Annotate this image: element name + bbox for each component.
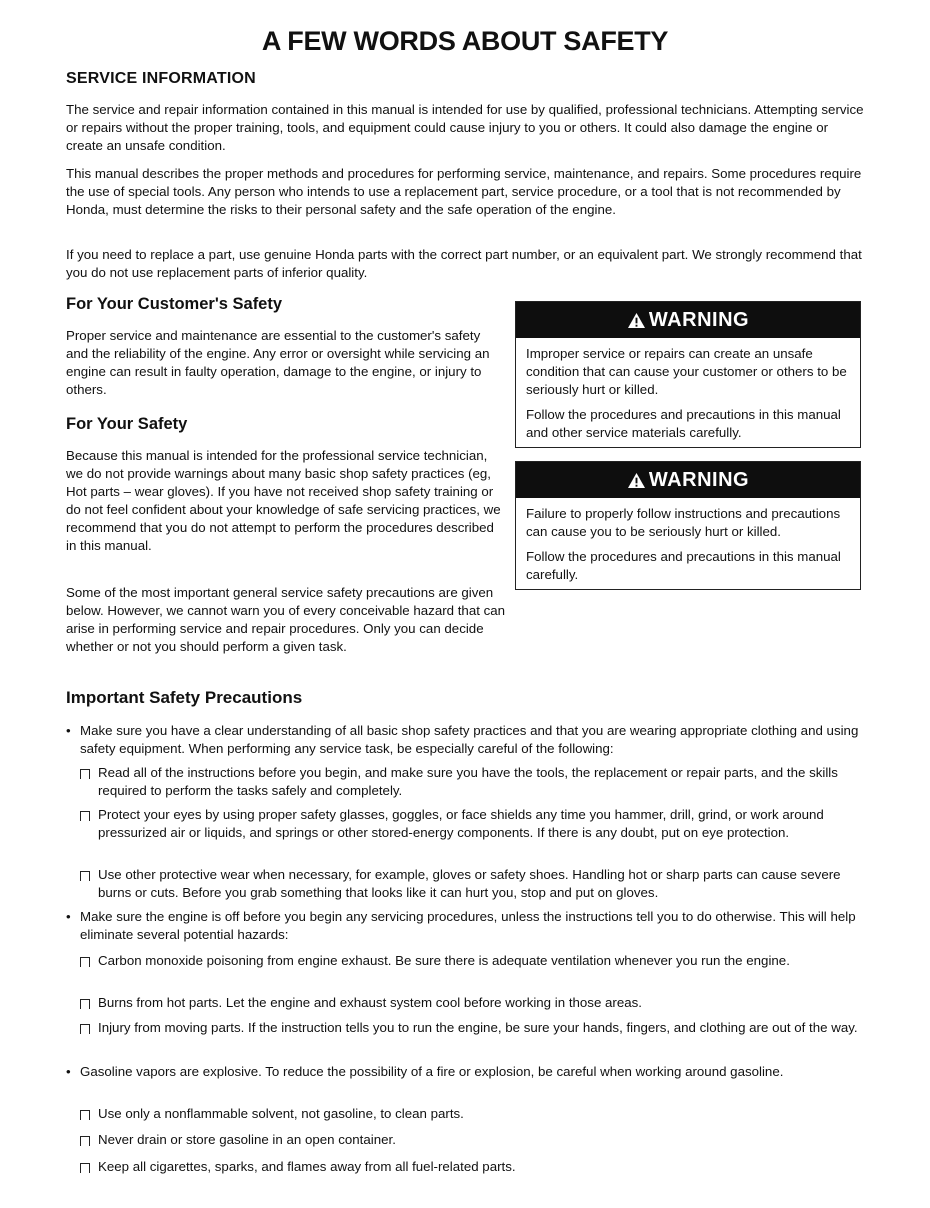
precaution-bullet-1-text: Make sure you have a clear understanding of all basic shop safety practices and that you are wearing appropriate clothing and using safety equipment. When performing any service task, be especially careful of the following: <box>80 723 859 756</box>
precaution-bullet-1 <box>66 722 866 758</box>
precaution-item <box>80 866 866 902</box>
precaution-bullet-3 <box>66 1063 866 1081</box>
precaution-bullet-2-text: Make sure the engine is off before you begin any servicing procedures, unless the instructions tell you to do otherwise. This will help eliminate several potential hazards: <box>80 909 856 942</box>
precaution-item-text: Protect your eyes by using proper safety glasses, goggles, or face shields any time you hammer, drill, grind, or work around pressurized air or liquids, and springs or other stored-energy components. If there is any doubt, put on eye protection. <box>98 807 824 840</box>
page-title: A FEW WORDS ABOUT SAFETY <box>261 26 669 56</box>
precaution-bullet-2 <box>66 908 866 944</box>
checkbox-square-icon <box>80 1024 90 1034</box>
precaution-item <box>80 994 866 1012</box>
warning-2-text-2: Follow the procedures and precautions in this manual carefully. <box>526 549 841 582</box>
your-safety-heading: For Your Safety <box>66 415 188 433</box>
warning-label-1: WARNING <box>648 308 750 331</box>
checkbox-square-icon <box>80 811 90 821</box>
precaution-item <box>80 1158 866 1176</box>
bullet-icon: • <box>66 1064 71 1079</box>
precaution-item-text: Keep all cigarettes, sparks, and flames away from all fuel-related parts. <box>98 1159 516 1174</box>
precaution-item <box>80 1105 866 1123</box>
warning-triangle-icon <box>627 312 646 329</box>
your-safety-paragraph-2: Some of the most important general service safety precautions are given below. However, we cannot warn you of every conceivable hazard that can arise in performing service and repair procedures. Only you can decide whether or not you should perform a given task. <box>66 585 506 654</box>
checkbox-square-icon <box>80 957 90 967</box>
warning-box-2 <box>515 461 861 590</box>
precaution-item-text: Never drain or store gasoline in an open container. <box>98 1132 396 1147</box>
checkbox-square-icon <box>80 1136 90 1146</box>
checkbox-square-icon <box>80 999 90 1009</box>
precaution-bullet-3-text: Gasoline vapors are explosive. To reduce the possibility of a fire or explosion, be careful when working around gasoline. <box>80 1064 784 1079</box>
warning-1-text-1: Improper service or repairs can create an unsafe condition that can cause your customer or others to be seriously hurt or killed. <box>526 346 847 397</box>
service-info-heading: SERVICE INFORMATION <box>66 70 256 87</box>
checkbox-square-icon <box>80 1110 90 1120</box>
precaution-item-text: Use other protective wear when necessary, for example, gloves or safety shoes. Handling hot or sharp parts can cause severe burns or cuts. Before you grab something that looks like it can hurt you, stop and put on gloves. <box>98 867 841 900</box>
customer-safety-heading: For Your Customer's Safety <box>66 295 283 313</box>
warning-label-2: WARNING <box>648 468 750 491</box>
precaution-item <box>80 1131 866 1149</box>
checkbox-square-icon <box>80 1163 90 1173</box>
warning-2-text-1: Failure to properly follow instructions and precautions can cause you to be seriously hurt or killed. <box>526 506 841 539</box>
warning-1-text-2: Follow the procedures and precautions in this manual and other service materials carefully. <box>526 407 841 440</box>
precaution-item <box>80 952 866 970</box>
checkbox-square-icon <box>80 871 90 881</box>
warning-triangle-icon <box>627 472 646 489</box>
precaution-item <box>80 806 866 842</box>
service-info-paragraph-2: This manual describes the proper methods and procedures for performing service, maintenance, and repairs. Some procedures require the use of special tools. Any person who intends to use a replacement part, service procedure, or a tool that is not recommended by Honda, must determine the risks to their personal safety and the safe operation of the engine. <box>66 166 862 217</box>
bullet-icon: • <box>66 723 71 738</box>
your-safety-paragraph-1: Because this manual is intended for the professional service technician, we do not provide warnings about many basic shop safety practices (eg, Hot parts – wear gloves). If you have not received shop safety training or do not feel confident about your knowledge of safe servicing practices, we recommend that you do not attempt to perform the procedures described in this manual. <box>66 448 501 553</box>
precaution-item-text: Use only a nonflammable solvent, not gasoline, to clean parts. <box>98 1106 464 1121</box>
customer-safety-text: Proper service and maintenance are essential to the customer's safety and the reliability of the engine. Any error or oversight while servicing an engine can result in faulty operation, damage to the engine, or injury to others. <box>66 328 490 397</box>
warning-header-1 <box>516 302 860 338</box>
precaution-item-text: Injury from moving parts. If the instruction tells you to run the engine, be sure your hands, fingers, and clothing are out of the way. <box>98 1020 858 1035</box>
service-info-paragraph-1: The service and repair information contained in this manual is intended for use by qualified, professional technicians. Attempting service or repairs without the proper training, tools, and equipment could cause injury to you or others. It could also damage the engine or create an unsafe condition. <box>66 102 864 153</box>
precautions-heading: Important Safety Precautions <box>66 688 303 707</box>
service-info-paragraph-3: If you need to replace a part, use genuine Honda parts with the correct part number, or an equivalent part. We strongly recommend that you do not use replacement parts of inferior quality. <box>66 247 862 280</box>
precaution-item-text: Read all of the instructions before you begin, and make sure you have the tools, the replacement or repair parts, and the skills required to perform the tasks safely and completely. <box>98 765 838 798</box>
warning-box-1 <box>515 301 861 448</box>
precaution-item-text: Carbon monoxide poisoning from engine exhaust. Be sure there is adequate ventilation whenever you run the engine. <box>98 953 790 968</box>
checkbox-square-icon <box>80 769 90 779</box>
warning-header-2 <box>516 462 860 498</box>
precaution-item <box>80 764 866 800</box>
precaution-item-text: Burns from hot parts. Let the engine and exhaust system cool before working in those areas. <box>98 995 642 1010</box>
bullet-icon: • <box>66 909 71 924</box>
precaution-item <box>80 1019 866 1037</box>
